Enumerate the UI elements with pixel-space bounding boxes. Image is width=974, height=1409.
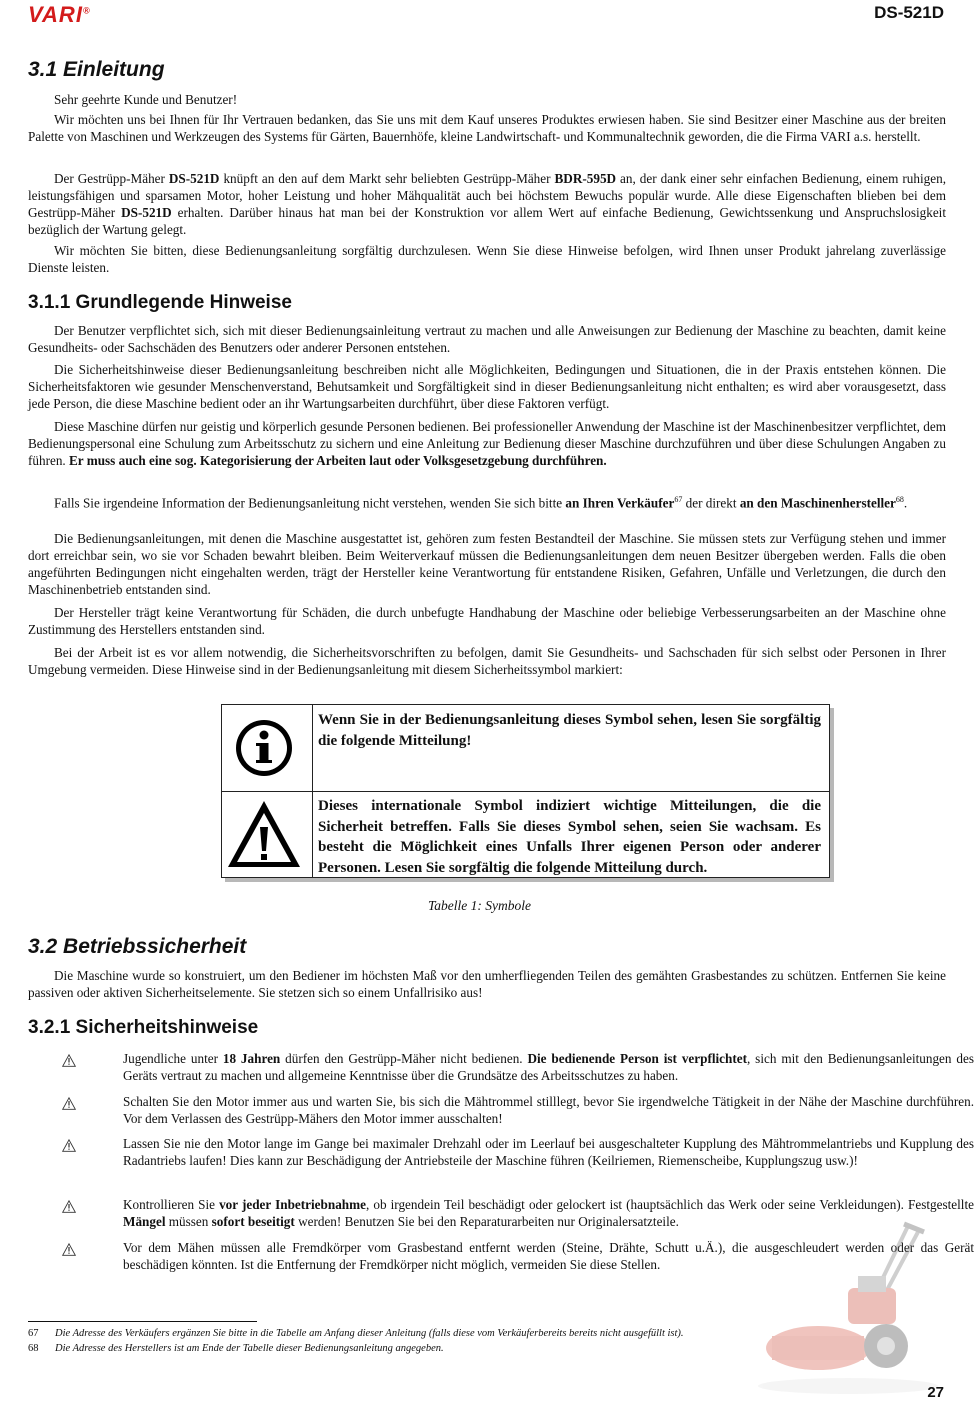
symbol-info-text: Wenn Sie in der Bedienungsanleitung dieses Symbol sehen, lesen Sie sorgfältig die folgende Mitteilung! (318, 712, 821, 749)
safety-bullet-text: Lassen Sie nie den Motor lange im Gange bei maximaler Drehzahl oder im Leerlauf bei ausgeschalteter Kupplung des Mähtrommelantriebs und Kupplung des Radantriebs laufen! Dies kann zur Beschädigung der Antriebsteile der Maschine führen (Keilriemen, Riemenscheibe, Kupplungszug usw.)! (123, 1136, 974, 1168)
bold-text: an Ihren Verkäufer (565, 495, 675, 511)
safety-bullet-text: Vor dem Mähen müssen alle Fremdkörper vom Grasbestand entfernt werden (Steine, Drähte, Schutt u.Ä.), die ausgeschleudert werden oder das Gerät beschädigen könnten. Ist die Entfernung der Fremdkörper nicht möglich, vermeiden Sie diese Stellen. (123, 1240, 974, 1272)
bold-text: 18 Jahren (222, 1051, 281, 1066)
footnote-text: Die Adresse des Herstellers ist am Ende der Tabelle dieser Bedienungsanleitung angegeben. (55, 1343, 444, 1354)
paragraph-liability: Der Hersteller trägt keine Verantwortung für Schäden, die durch unbefugte Handhabung der Maschine oder beliebige Verbesserungsarbeiten an der Maschine ohne Zustimmung des Herstellers entstanden sind. (28, 605, 946, 637)
text-run: Falls Sie irgendeine Information der Bedienungsanleitung nicht verstehen, wenden Sie sich bitte (54, 495, 566, 511)
mower-illustration (758, 1218, 946, 1396)
brand-name: VARI (28, 2, 83, 27)
paragraph-manuals: Die Bedienungsanleitungen, mit denen die Maschine ausgestattet ist, gehören zum festen Bestandteil der Maschine. Sie müssen stets zur Verfügung stehen und immer dort erreichbar sein, wo sie vor Schaden bewahrt bleiben. Beim Weiterverkauf müssen die Bedienungsanleitungen dem neuen Besitzer übergeben werden. Falls die oben angeführten Bedingungen nicht eingehalten werden, trägt der Hersteller keine Verantwortung für entstandene Risiken, Gefahren, Unfälle und Verletzungen, die durch den Maschinenbetrieb entstanden sind. (28, 531, 946, 597)
paragraph-greeting: Sehr geehrte Kunde und Benutzer! (54, 92, 238, 107)
section-title-sicherheitshinweise: 3.2.1 Sicherheitshinweise (28, 1017, 259, 1038)
warning-small-icon (62, 1054, 76, 1067)
footnote-number: 67 (28, 1328, 39, 1339)
bold-text: Er muss auch eine sog. Kategorisierung der Arbeiten laut oder Volksgesetzgebung durchführen. (69, 453, 607, 468)
symbol-row-warning (222, 791, 829, 877)
bold-text: vor jeder Inbetriebnahme (219, 1197, 366, 1212)
warning-small-icon (62, 1097, 76, 1110)
bold-text: an den Maschinenhersteller (739, 495, 896, 511)
text-run: werden! Benutzen Sie bei den Reparaturarbeiten nur Originalersatzteile. (294, 1214, 679, 1229)
footnote-ref: 67 (674, 495, 683, 504)
symbol-row-info (222, 705, 829, 792)
paragraph-operational-safety: Die Maschine wurde so konstruiert, um den Bediener im höchsten Maß vor den umherfliegenden Teilen des gemähten Grasbestandes zu schützen. Entfernen Sie keine passiven oder aktiven Sicherheitselemente. Sie stetzen sich so einem Unfallrisiko aus! (28, 968, 946, 1000)
footnote-ref: 68 (895, 495, 904, 504)
safety-bullet-text (123, 1050, 974, 1084)
paragraph-safety-notes: Die Sicherheitshinweise dieser Bedienungsanleitung beschreiben nicht alle Möglichkeiten, Bedingungen und Situationen, die in der Praxis entstehen können. Die Sicherheitsfaktoren wie gesunder Menschenverstand, Behutsamkeit und Sorgfältigkeit sind in dieser Bedienungsanleitung nicht enthalten; es wird aber vorausgesetzt, dass jede Person, die diese Maschine bedient oder an ihr Wartungsarbeiten durchführt, über diese Faktoren verfügt. (28, 362, 946, 411)
text-run: , ob irgendein Teil beschädigt oder gelockert ist (hauptsächlich das Werk oder seine Verkleidungen). Festgestellte (365, 1197, 974, 1212)
bold-text: Mängel (123, 1214, 166, 1229)
section-title-grundlegende-hinweise: 3.1.1 Grundlegende Hinweise (28, 292, 292, 313)
model-name-bold: BDR-595D (554, 171, 617, 186)
paragraph-user-obligation: Der Benutzer verpflichtet sich, sich mit dieser Bedienungsainleitung vertraut zu machen und alle Anweisungen zur Bedienung der Maschine zu beachten, damit keine Gesundheits- oder Sachschäden des Benutzers oder anderer Personen entstehen. (28, 323, 946, 355)
footnote-separator (28, 1321, 257, 1322)
text-run: erhalten. Darüber hinaus hat man bei der Konstruktion vor allem Wert auf einfache Bedienung, Gewichtssenkung und Anspruchslosigkeit bezüglich der Wartung gelegt. (28, 205, 947, 237)
footnote-68 (28, 1343, 444, 1354)
paragraph-product-intro (28, 170, 946, 238)
table-caption: Tabelle 1: Symbole (428, 898, 531, 913)
warning-small-icon (62, 1243, 76, 1256)
text-run: Kontrollieren Sie (123, 1197, 220, 1212)
paragraph-thanks: Wir möchten uns bei Ihnen für Ihr Vertrauen bedanken, das Sie uns mit dem Kauf unseres Produktes erwiesen haben. Sie sind Besitzer einer Maschine aus der breiten Palette von Maschinen und Werkzeugen des Systems für Gärten, Bauernhöfe, kleine Landwirtschaft- und Kommunaltechnik geworden, die die Firma VARI a.s. herstellt. (28, 112, 946, 144)
warning-small-icon (62, 1200, 76, 1213)
footnote-67 (28, 1328, 684, 1339)
info-icon (222, 705, 313, 791)
footnote-text: Die Adresse des Verkäufers ergänzen Sie bitte in die Tabelle am Anfang dieser Anleitung (falls diese vom Verkäuferbereits bereits nicht ausgefüllt ist). (55, 1328, 684, 1339)
paragraph-contact (28, 491, 946, 511)
bold-text: sofort beseitigt (211, 1214, 295, 1229)
vari-logo (28, 2, 91, 28)
page-number: 27 (927, 1384, 944, 1401)
warning-triangle-icon (222, 791, 313, 877)
bold-text: Die bedienende Person ist verpflichtet (527, 1051, 747, 1066)
safety-bullet-text: Schalten Sie den Motor immer aus und warten Sie, bis sich die Mähtrommel stilllegt, bevor Sie irgendwelche Tätigkeit in der Nähe der Maschine durchführen. Vor dem Verlassen des Gestrüpp-Mähers den Motor immer ausschalten! (123, 1094, 974, 1126)
paragraph-operators (28, 418, 946, 469)
text-run: an, der dank einer sehr einfachen Bedienung, einem ruhigen, leistungsfähigen und sparsamen Motor, hoher Leistung und hoher Mähqualität auch bei höchstem Bewuchs populär wurde. Alle diese Eigenschaften blieben bei dem Gestrüpp-Mäher (28, 171, 946, 220)
paragraph-safety-rules: Bei der Arbeit ist es vor allem notwendig, die Sicherheitsvorschriften zu befolgen, damit Sie Gesundheits- und Sachschaden für sich selbst oder Personen in Ihrer Umgebung vermeiden. Diese Hinweise sind in der Bedienungsanleitung mit diesem Sicherheitssymbol markiert: (28, 645, 946, 677)
model-code: DS-521D (874, 3, 944, 22)
text-run: Jugendliche unter (123, 1051, 223, 1066)
text-run: müssen (165, 1214, 212, 1229)
symbol-warning-text: Dieses internationale Symbol indiziert wichtige Mitteilungen, die die Sicherheit betreffen. Falls Sie dieses Symbol sehen, seien Sie wachsam. Es besteht die Möglichkeit eines Unfalls Ihrer eigenen Person oder anderer Personen. Lesen Sie sorgfältig die folgende Mitteilung durch. (318, 798, 821, 876)
registered-mark: ® (82, 5, 91, 16)
section-title-betriebssicherheit: 3.2 Betriebssicherheit (28, 935, 247, 958)
model-name-bold: DS-521D (168, 171, 220, 186)
text-run: knüpft an den auf dem Markt sehr beliebten Gestrüpp-Mäher (219, 171, 555, 186)
paragraph-please-read: Wir möchten Sie bitten, diese Bedienungsanleitung sorgfältig durchzulesen. Wenn Sie diese Hinweise befolgen, wird Ihnen unser Produkt jahrelang zuverlässige Dienste leisten. (28, 243, 946, 275)
model-name-bold: DS-521D (121, 205, 172, 220)
text-run: Der Gestrüpp-Mäher (54, 171, 169, 186)
text-run: Diese Maschine dürfen nur geistig und körperlich gesunde Personen bedienen. Bei professioneller Anwendung der Maschine ist der Maschinenbesitzer verpflichtet, dem Bedienungspersonal eine Schulung zum Arbeitsschutz zu sichern und eine Anleitung zur Bedienung dieser Maschine durchzuführen und über diese Schulungen Angaben zu führen. (28, 419, 946, 468)
footnote-number: 68 (28, 1343, 39, 1354)
text-run: . (903, 495, 908, 511)
warning-small-icon (62, 1139, 76, 1152)
text-run: , sich mit den Bedienungsanleitungen des Geräts vertraut zu machen und allgemeine Kenntnisse über die Grundsätze des Arbeitsschutzes zu haben. (123, 1051, 974, 1083)
symbol-table (221, 704, 830, 878)
text-run: dürfen den Gestrüpp-Mäher nicht bedienen. (280, 1051, 528, 1066)
section-title-einleitung: 3.1 Einleitung (28, 58, 165, 81)
text-run: der direkt (682, 495, 740, 511)
